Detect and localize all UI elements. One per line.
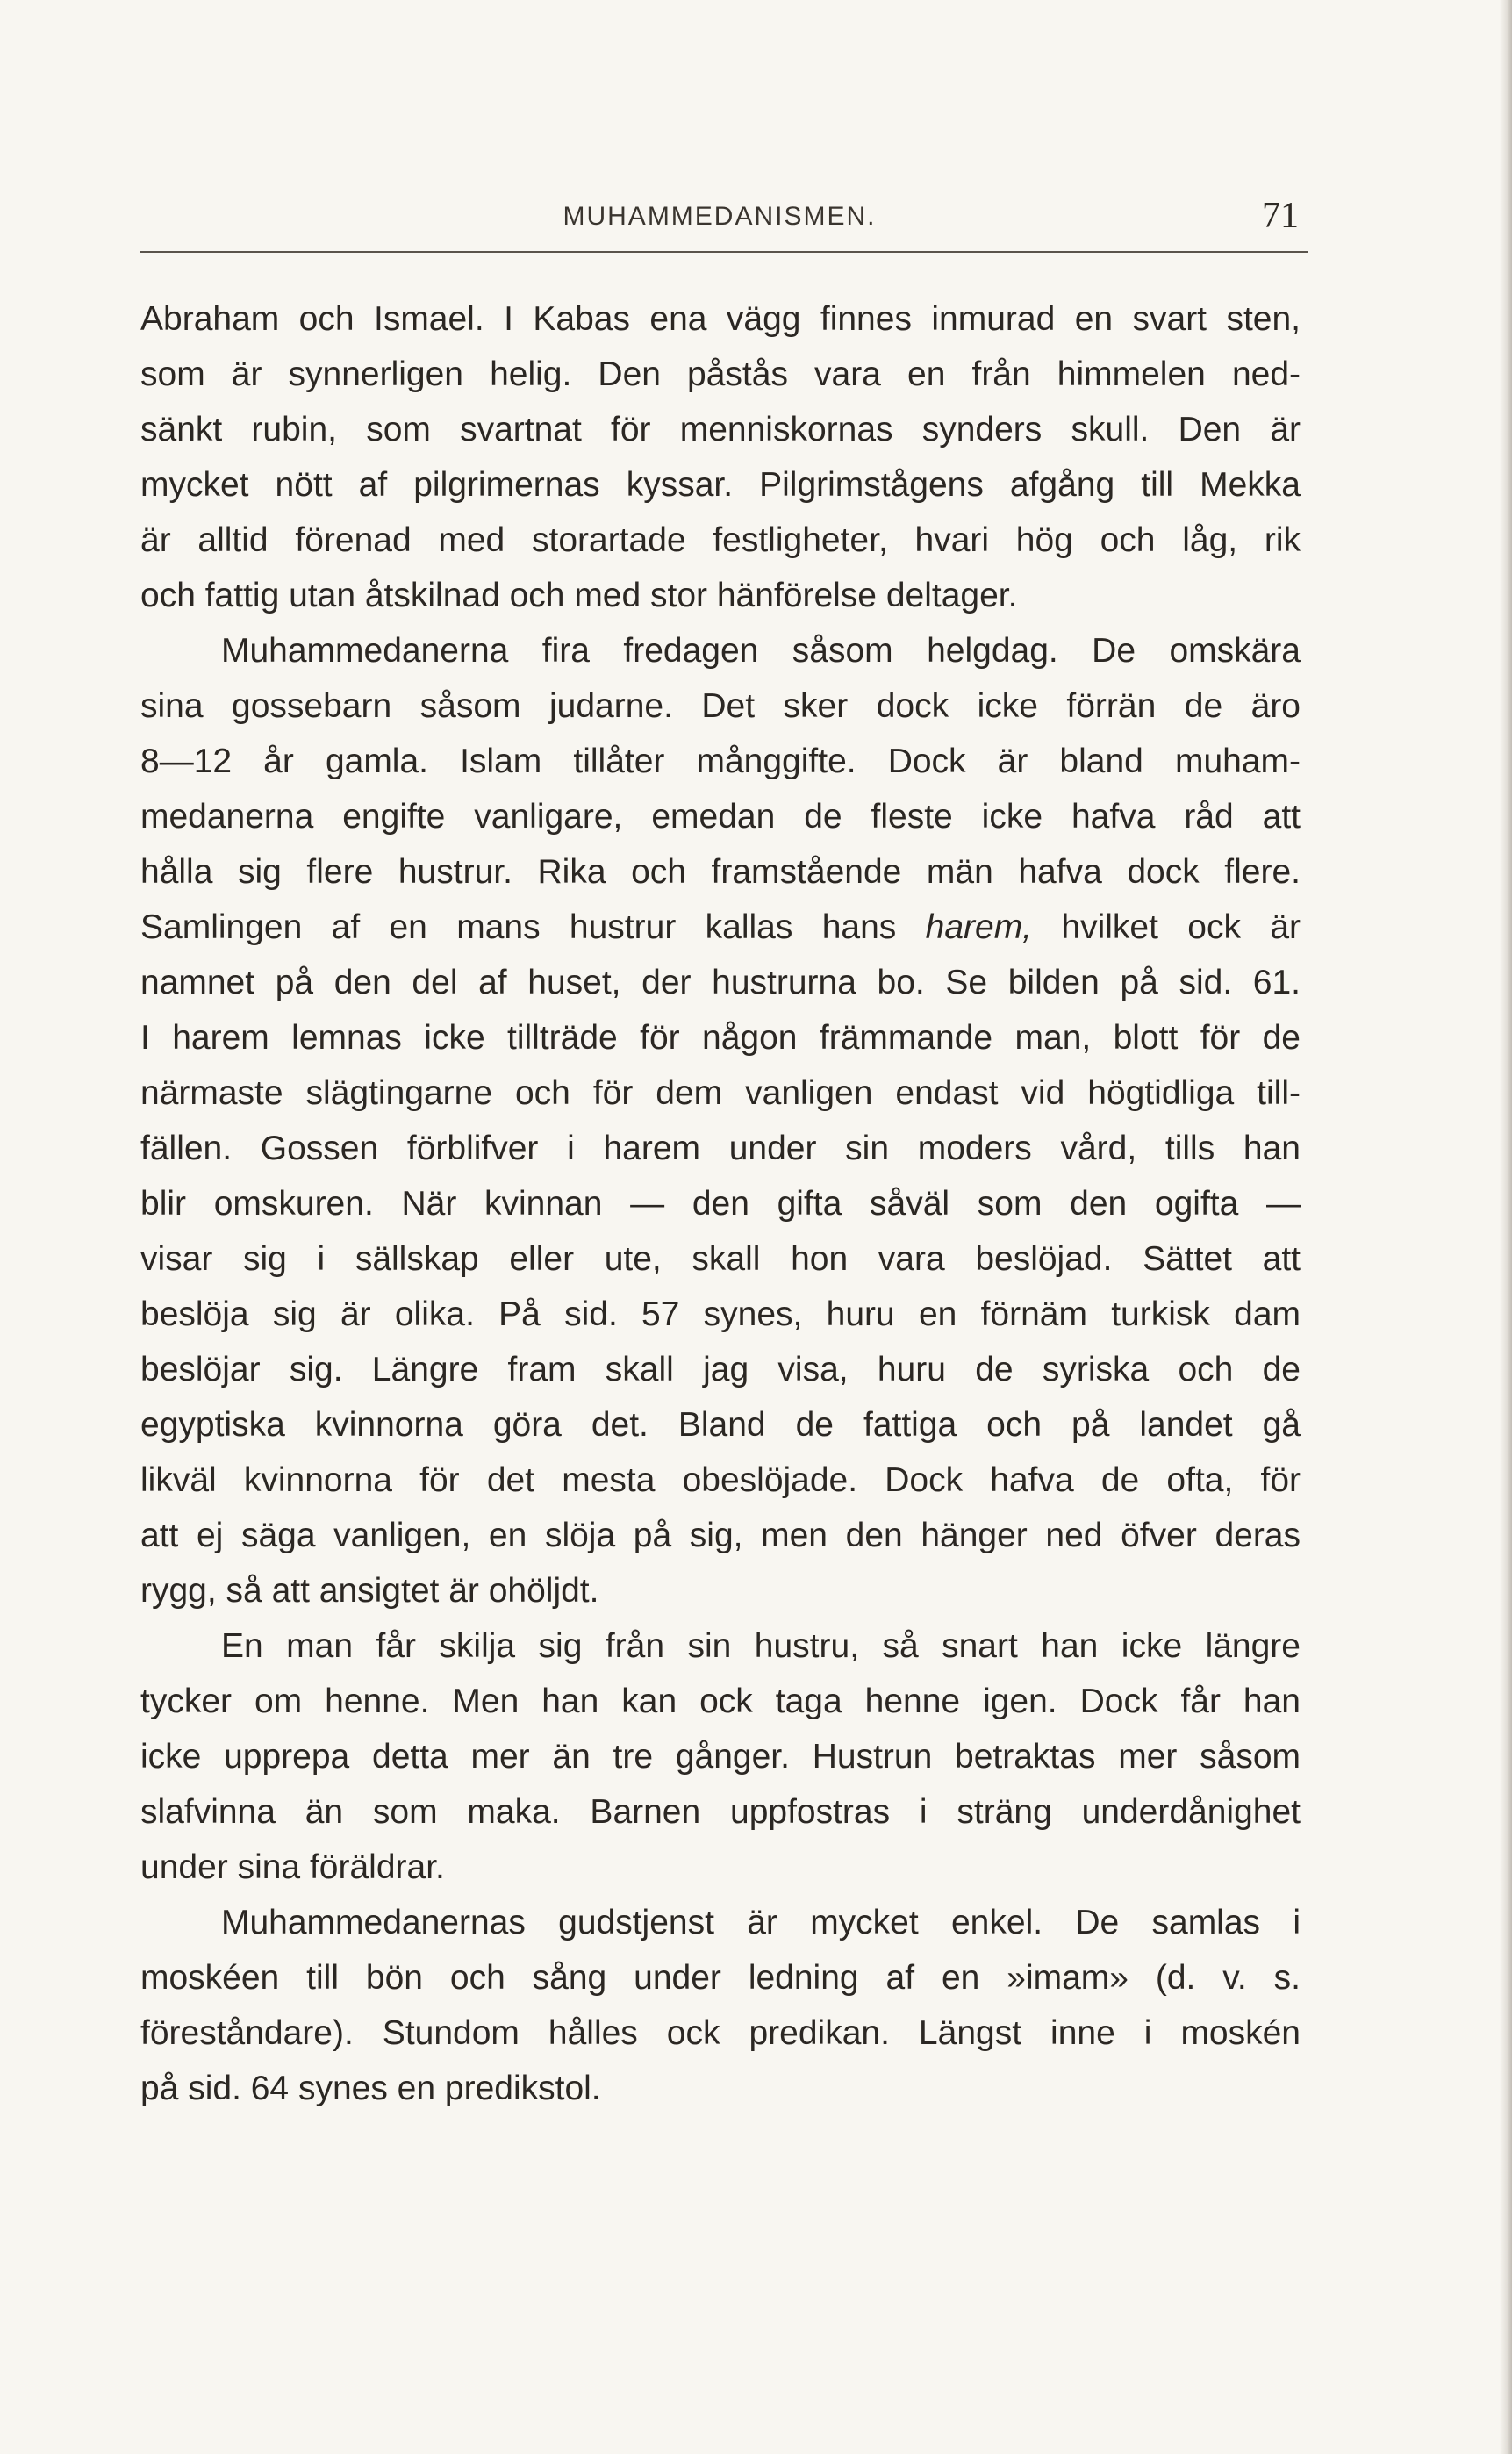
text-line: 8—12 år gamla. Islam tillåter månggifte. Dock är bland muham-	[140, 743, 1301, 780]
text-line: slafvinna än som maka. Barnen uppfostras i sträng underdånighet	[140, 1793, 1301, 1831]
text-line: mycket nött af pilgrimernas kyssar. Pilgrimstågens afgång till Mekka	[140, 466, 1301, 504]
text-line: på sid. 64 synes en predikstol.	[140, 2070, 601, 2107]
text-line	[140, 900, 1301, 955]
text-line: som är synnerligen helig. Den påstås vara en från himmelen ned-	[140, 355, 1301, 393]
text-line: egyptiska kvinnorna göra det. Bland de fattiga och på landet gå	[140, 1406, 1301, 1444]
text-line: föreståndare). Stundom hålles ock predikan. Längst inne i moskén	[140, 2014, 1301, 2052]
running-title: MUHAMMEDANISMEN.	[563, 202, 877, 231]
text-segment: Samlingen af en mans hustrur kallas hans	[140, 908, 897, 946]
text-line: Muhammedanernas gudstjenst är mycket enkel. De samlas i	[221, 1904, 1301, 1941]
text-line: icke upprepa detta mer än tre gånger. Hustrun betraktas mer såsom	[140, 1738, 1301, 1776]
text-line: är alltid förenad med storartade festligheter, hvari hög och låg, rik	[140, 521, 1301, 559]
text-line: rygg, så att ansigtet är ohöljdt.	[140, 1572, 599, 1610]
text-line: hålla sig flere hustrur. Rika och framstående män hafva dock flere.	[140, 853, 1301, 891]
text-line: Muhammedanerna fira fredagen såsom helgdag. De omskära	[221, 632, 1301, 670]
text-line: under sina föräldrar.	[140, 1848, 445, 1886]
text-line: medanerna engifte vanligare, emedan de fleste icke hafva råd att	[140, 798, 1301, 836]
text-line: sina gossebarn såsom judarne. Det sker dock icke förrän de äro	[140, 687, 1301, 725]
italic-term: harem,	[925, 908, 1033, 946]
text-line: likväl kvinnorna för det mesta obeslöjade. Dock hafva de ofta, för	[140, 1461, 1301, 1499]
text-line: fällen. Gossen förblifver i harem under sin moders vård, tills han	[140, 1130, 1301, 1167]
text-line: och fattig utan åtskilnad och med stor hänförelse deltager.	[140, 577, 1018, 614]
text-line: visar sig i sällskap eller ute, skall hon vara beslöjad. Sättet att	[140, 1240, 1301, 1278]
text-line: sänkt rubin, som svartnat för menniskornas synders skull. Den är	[140, 411, 1301, 448]
header-rule	[140, 251, 1308, 253]
text-line: beslöjar sig. Längre fram skall jag visa, huru de syriska och de	[140, 1351, 1301, 1388]
text-line: närmaste slägtingarne och för dem vanligen endast vid högtidliga till-	[140, 1074, 1301, 1112]
text-line: att ej säga vanligen, en slöja på sig, men den hänger ned öfver deras	[140, 1517, 1301, 1554]
text-line: Abraham och Ismael. I Kabas ena vägg finnes inmurad en svart sten,	[140, 300, 1301, 338]
text-line: I harem lemnas icke tillträde för någon främmande man, blott för de	[140, 1019, 1301, 1057]
page-number: 71	[1262, 196, 1299, 236]
body-text	[140, 291, 1301, 2116]
text-line: beslöja sig är olika. På sid. 57 synes, huru en förnäm turkisk dam	[140, 1295, 1301, 1333]
text-line: tycker om henne. Men han kan ock taga henne igen. Dock får han	[140, 1683, 1301, 1720]
text-line: moskéen till bön och sång under ledning af en »imam» (d. v. s.	[140, 1959, 1301, 1997]
text-segment: hvilket ock är	[1061, 908, 1301, 946]
text-line: namnet på den del af huset, der hustrurna bo. Se bilden på sid. 61.	[140, 964, 1301, 1001]
text-line: En man får skilja sig från sin hustru, så snart han icke längre	[221, 1627, 1301, 1665]
text-line: blir omskuren. När kvinnan — den gifta såväl som den ogifta —	[140, 1185, 1301, 1223]
running-head	[140, 195, 1299, 248]
page-edge-shadow	[1500, 0, 1512, 2454]
